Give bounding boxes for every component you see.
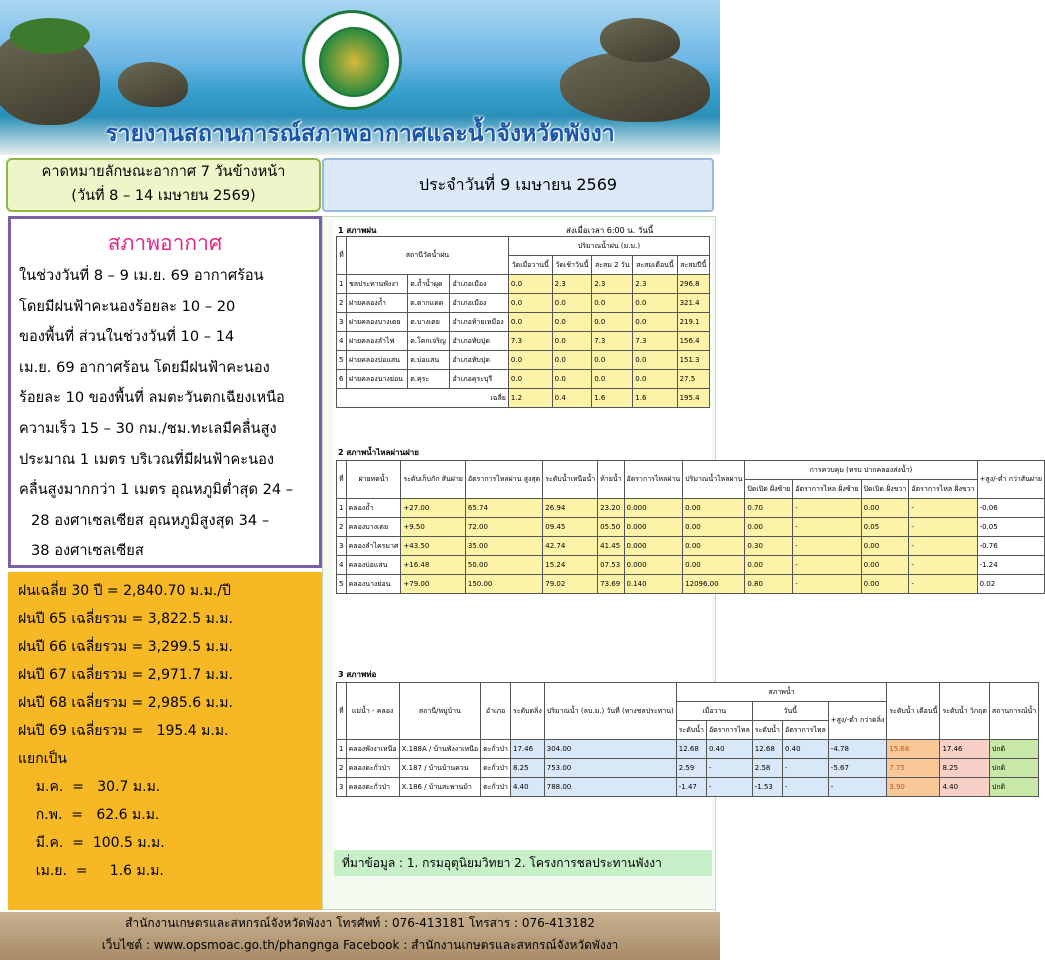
table-cell: คลองบ่อแสน bbox=[346, 556, 401, 575]
table-cell: 7.3 bbox=[508, 332, 552, 351]
table-cell: 0.00 bbox=[683, 537, 745, 556]
table-cell: 0.0 bbox=[592, 294, 633, 313]
table-row bbox=[337, 518, 1045, 537]
table-cell: 27.5 bbox=[677, 370, 709, 389]
table-cell: อำเภอคุระบุรี bbox=[450, 370, 508, 389]
table-cell: 0.00 bbox=[683, 556, 745, 575]
table-cell: 0.40 bbox=[783, 740, 829, 759]
table-cell: คลองตะกั่วป่า bbox=[346, 778, 399, 797]
table-cell: - bbox=[793, 575, 861, 594]
rainfall-table bbox=[336, 236, 710, 408]
table-cell: +16.48 bbox=[401, 556, 465, 575]
table-cell: ต.ถ้ำน้ำผุด bbox=[408, 275, 450, 294]
rock-island bbox=[118, 62, 188, 107]
table-cell: 0.00 bbox=[683, 499, 745, 518]
table-cell: ต.ตากแดด bbox=[408, 294, 450, 313]
table-header: เมื่อวาน bbox=[676, 702, 752, 721]
section-title: 2 สภาพน้ำไหลผ่านฝาย bbox=[338, 448, 419, 457]
table-cell: 0.0 bbox=[592, 313, 633, 332]
table-cell: 0.02 bbox=[977, 575, 1044, 594]
weather-line: ความเร็ว 15 – 30 กม./ชม.ทะเลมีคลื่นสูง bbox=[19, 419, 277, 437]
table-header: อัตราการไหลผ่าน bbox=[624, 461, 683, 499]
sent-time: ส่งเมื่อเวลา 6:00 น. วันนี้ bbox=[566, 226, 654, 235]
table-cell: ตะกั่วป่า bbox=[481, 740, 511, 759]
table-cell: 65.74 bbox=[465, 499, 542, 518]
table-cell: 0.0 bbox=[592, 351, 633, 370]
table-row bbox=[337, 537, 1045, 556]
table-header: ฝายทดน้ำ bbox=[346, 461, 401, 499]
table-header: ปริมาณน้ำไหลผ่าน bbox=[683, 461, 745, 499]
weather-line: ร้อยละ 10 ของพื้นที่ ลมตะวันตกเฉียงเหนือ bbox=[19, 389, 285, 407]
table-row bbox=[337, 332, 710, 351]
table-cell: 2.58 bbox=[752, 759, 782, 778]
table-row bbox=[337, 575, 1045, 594]
table-header: ที่ bbox=[337, 237, 347, 275]
table-cell: ต.บ่อแสน bbox=[408, 351, 450, 370]
table-cell: 0.000 bbox=[624, 499, 683, 518]
table-cell: 1.2 bbox=[508, 389, 552, 408]
table-cell: 4 bbox=[337, 332, 347, 351]
table-header: อัตราการไหลผ่าน สูงสุด bbox=[465, 461, 542, 499]
rain-line: ฝนปี 68 เฉลี่ยรวม = 2,985.6 ม.ม. bbox=[18, 695, 233, 711]
table-header: สะสม 2 วัน bbox=[592, 256, 633, 275]
table-header: สะสมปีนี้ bbox=[677, 256, 709, 275]
table-cell: อำเภอเมือง bbox=[450, 294, 508, 313]
table-row bbox=[337, 370, 710, 389]
footer bbox=[0, 912, 720, 960]
table-cell: 05.50 bbox=[598, 518, 624, 537]
table-cell: -1.53 bbox=[752, 778, 782, 797]
weather-line: ของพื้นที่ ส่วนในช่วงวันที่ 10 – 14 bbox=[19, 328, 235, 346]
table-cell: อำเภอท้ายเหมือง bbox=[450, 313, 508, 332]
table-cell: 0.00 bbox=[683, 518, 745, 537]
tree-canopy bbox=[10, 18, 90, 54]
table-cell: 296.8 bbox=[677, 275, 709, 294]
rainfall-summary bbox=[8, 572, 322, 910]
table-cell: -4.78 bbox=[828, 740, 887, 759]
table-header: สถานี/หมู่บ้าน bbox=[399, 683, 481, 740]
table-cell: ต.โคกเจริญ bbox=[408, 332, 450, 351]
table-cell: 0.0 bbox=[508, 294, 552, 313]
table-cell: ฝายคลองบ่อแสน bbox=[346, 351, 407, 370]
table-cell: 0.0 bbox=[633, 294, 677, 313]
table-cell: คลองนางย่อน bbox=[346, 575, 401, 594]
table-cell: -1.24 bbox=[977, 556, 1044, 575]
table-cell: 0.30 bbox=[745, 537, 793, 556]
table-cell: คลองบางเตย bbox=[346, 518, 401, 537]
table-cell: 12.68 bbox=[676, 740, 706, 759]
table-header: ระดับน้ำ bbox=[752, 721, 782, 740]
table-header: การควบคุม (ทรบ ปากคลองส่งน้ำ) bbox=[745, 461, 977, 480]
weather-box bbox=[8, 216, 322, 568]
table-cell: 0.0 bbox=[552, 370, 592, 389]
table-cell: 0.4 bbox=[552, 389, 592, 408]
table-cell: 3 bbox=[337, 778, 347, 797]
table-header: ระดับน้ำเหนือน้ำ bbox=[543, 461, 598, 499]
rain-line: ฝนปี 65 เฉลี่ยรวม = 3,822.5 ม.ม. bbox=[18, 611, 233, 627]
table-cell: 2 bbox=[337, 518, 347, 537]
table-cell: 0.0 bbox=[592, 370, 633, 389]
table-cell: 35.00 bbox=[465, 537, 542, 556]
ministry-seal bbox=[302, 10, 402, 110]
table-cell: 7.75 bbox=[887, 759, 940, 778]
table-cell: คลองตะกั่วป่า bbox=[346, 759, 399, 778]
table-header: สถานีวัดน้ำฝน bbox=[346, 237, 508, 275]
table-header: ที่ bbox=[337, 683, 347, 740]
table-cell: คลองถ้ำ bbox=[346, 499, 401, 518]
table-header: ที่ bbox=[337, 461, 347, 499]
table-cell: 788.00 bbox=[544, 778, 676, 797]
table-header: วัดเมื่อวานนี้ bbox=[508, 256, 552, 275]
table-cell: - bbox=[909, 556, 977, 575]
table-cell: 0.0 bbox=[552, 294, 592, 313]
rain-line: เม.ย. = 1.6 ม.ม. bbox=[18, 863, 164, 879]
table-cell: 2.3 bbox=[552, 275, 592, 294]
table-cell: 26.94 bbox=[543, 499, 598, 518]
table-cell: - bbox=[793, 499, 861, 518]
table-cell: +9.50 bbox=[401, 518, 465, 537]
water-report-document bbox=[334, 220, 1042, 850]
forecast-line-1: คาดหมายลักษณะอากาศ 7 วันข้างหน้า bbox=[41, 164, 286, 180]
table-cell: ฝายคลองถ้ำ bbox=[346, 294, 407, 313]
table-row bbox=[337, 740, 1039, 759]
table-cell: 7.3 bbox=[633, 332, 677, 351]
table-cell: 73.69 bbox=[598, 575, 624, 594]
table-cell: 0.140 bbox=[624, 575, 683, 594]
rain-line: ฝนปี 67 เฉลี่ยรวม = 2,971.7 ม.ม. bbox=[18, 667, 233, 683]
table-header: อัตราการไหล bbox=[783, 721, 829, 740]
rain-line: ฝนเฉลี่ย 30 ปี = 2,840.70 ม.ม./ปี bbox=[18, 583, 231, 599]
table-cell: 07.53 bbox=[598, 556, 624, 575]
table-cell: 0.0 bbox=[552, 332, 592, 351]
weir-flow-table bbox=[336, 460, 1045, 594]
table-cell: 15.68 bbox=[887, 740, 940, 759]
table-cell: 156.4 bbox=[677, 332, 709, 351]
table-cell: -0.76 bbox=[977, 537, 1044, 556]
table-header: แม่น้ำ - คลอง bbox=[346, 683, 399, 740]
table-cell: อำเภอทับปุด bbox=[450, 332, 508, 351]
table-cell: 753.00 bbox=[544, 759, 676, 778]
rock-island bbox=[560, 52, 710, 122]
table-cell: 0.000 bbox=[624, 556, 683, 575]
footer-contact: สำนักงานเกษตรและสหกรณ์จังหวัดพังงา โทรศัพท์ : 076-413181 โทรสาร : 076-413182 bbox=[125, 916, 595, 930]
table-header: สภาพน้ำ bbox=[676, 683, 887, 702]
table-cell: - bbox=[909, 537, 977, 556]
table-row bbox=[337, 275, 710, 294]
table-cell: 1 bbox=[337, 499, 347, 518]
table-cell: ฝายคลองนางย่อน bbox=[346, 370, 407, 389]
table-cell: 195.4 bbox=[677, 389, 709, 408]
table-header: อัตราการไหล bbox=[706, 721, 752, 740]
table-cell: 0.00 bbox=[745, 556, 793, 575]
table-cell: - bbox=[793, 518, 861, 537]
table-cell: ฝายคลองบางเตย bbox=[346, 313, 407, 332]
table-cell: - bbox=[793, 537, 861, 556]
water-level-table bbox=[336, 682, 1039, 797]
table-cell: 4.40 bbox=[510, 778, 544, 797]
table-cell: 12.68 bbox=[752, 740, 782, 759]
forecast-header bbox=[6, 158, 321, 212]
table-cell: 0.0 bbox=[508, 275, 552, 294]
table-cell: 0.0 bbox=[633, 351, 677, 370]
rain-line: มี.ค. = 100.5 ม.ม. bbox=[18, 835, 165, 851]
table-cell: 1 bbox=[337, 740, 347, 759]
table-row bbox=[337, 313, 710, 332]
table-cell: 0.00 bbox=[861, 499, 909, 518]
table-cell: 0.00 bbox=[861, 537, 909, 556]
table-cell: ต.บางเตย bbox=[408, 313, 450, 332]
table-header: ท้ายน้ำ bbox=[598, 461, 624, 499]
table-cell: 3.90 bbox=[887, 778, 940, 797]
rain-line: ก.พ. = 62.6 ม.ม. bbox=[18, 807, 160, 823]
table-cell: 5 bbox=[337, 575, 347, 594]
table-cell: 0.0 bbox=[633, 313, 677, 332]
table-header: ระดับตลิ่ง bbox=[510, 683, 544, 740]
table-cell: 0.40 bbox=[706, 740, 752, 759]
table-cell: 15.24 bbox=[543, 556, 598, 575]
table-cell: ฝายคลองลำไฟ bbox=[346, 332, 407, 351]
table-cell: คลองลำไครมาศ bbox=[346, 537, 401, 556]
table-cell: X.187 / บ้านบ้านควน bbox=[399, 759, 481, 778]
rain-line: ฝนปี 66 เฉลี่ยรวม = 3,299.5 ม.ม. bbox=[18, 639, 233, 655]
table-cell: 304.00 bbox=[544, 740, 676, 759]
table-cell: ปกติ bbox=[989, 740, 1038, 759]
table-header: ปริมาณน้ำ (ลบ.ม.) วันที่ (ทางชลประทาน) bbox=[544, 683, 676, 740]
table-cell: 0.0 bbox=[508, 370, 552, 389]
table-cell: 2 bbox=[337, 294, 347, 313]
weather-line: โดยมีฝนฟ้าคะนองร้อยละ 10 – 20 bbox=[19, 297, 236, 315]
table-cell: 6 bbox=[337, 370, 347, 389]
table-header: อัตราการไหล ฝั่งขวา bbox=[909, 480, 977, 499]
data-source: ที่มาข้อมูล : 1. กรมอุตุนิยมวิทยา 2. โครงการชลประทานพังงา bbox=[334, 850, 712, 876]
table-cell: 321.4 bbox=[677, 294, 709, 313]
table-header: ปิดเปิด ฝั่งขวา bbox=[861, 480, 909, 499]
table-cell: -0.05 bbox=[977, 518, 1044, 537]
table-header: อัตราการไหล ฝั่งซ้าย bbox=[793, 480, 861, 499]
table-cell: 2.3 bbox=[633, 275, 677, 294]
table-cell: เฉลี่ย bbox=[337, 389, 509, 408]
table-row bbox=[337, 351, 710, 370]
table-cell: 0.00 bbox=[861, 556, 909, 575]
table-cell: 151.3 bbox=[677, 351, 709, 370]
table-cell: ตะกั่วป่า bbox=[481, 778, 511, 797]
table-cell: 50.00 bbox=[465, 556, 542, 575]
table-cell: X.188A / บ้านพังงาเหนือ bbox=[399, 740, 481, 759]
rain-line: ม.ค. = 30.7 ม.ม. bbox=[18, 779, 161, 795]
table-cell: +43.50 bbox=[401, 537, 465, 556]
table-header: ระดับน้ำ bbox=[676, 721, 706, 740]
table-cell: 0.0 bbox=[552, 313, 592, 332]
table-cell: 1.6 bbox=[592, 389, 633, 408]
table-cell: 8.25 bbox=[510, 759, 544, 778]
table-header: วันนี้ bbox=[752, 702, 828, 721]
table-header: สะสมเดือนนี้ bbox=[633, 256, 677, 275]
table-cell: -1.47 bbox=[676, 778, 706, 797]
rock-island bbox=[600, 18, 680, 62]
table-cell: 0.00 bbox=[861, 575, 909, 594]
table-row bbox=[337, 556, 1045, 575]
table-cell: 0.00 bbox=[745, 518, 793, 537]
table-cell: 12096.00 bbox=[683, 575, 745, 594]
table-row bbox=[337, 499, 1045, 518]
table-cell: -5.67 bbox=[828, 759, 887, 778]
table-cell: 2.3 bbox=[592, 275, 633, 294]
table-cell: 0.000 bbox=[624, 537, 683, 556]
table-cell: +79.00 bbox=[401, 575, 465, 594]
section-title: 1 สภาพฝน bbox=[338, 226, 377, 235]
table-cell: 3 bbox=[337, 313, 347, 332]
table-cell: 0.80 bbox=[745, 575, 793, 594]
rain-line: แยกเป็น bbox=[18, 751, 67, 767]
table-cell: - bbox=[909, 575, 977, 594]
weather-line: ในช่วงวันที่ 8 – 9 เม.ย. 69 อากาศร้อน bbox=[19, 267, 264, 284]
table-header: ปริมาณน้ำฝน (ม.ม.) bbox=[508, 237, 709, 256]
table-cell: อำเภอเมือง bbox=[450, 275, 508, 294]
table-cell: 0.0 bbox=[508, 313, 552, 332]
page-title: รายงานสถานการณ์สภาพอากาศและน้ำจังหวัดพังงา bbox=[105, 120, 615, 147]
table-cell: 1.6 bbox=[633, 389, 677, 408]
table-cell: 0.0 bbox=[633, 370, 677, 389]
table-cell: - bbox=[909, 518, 977, 537]
table-cell: ตะกั่วป่า bbox=[481, 759, 511, 778]
table-header: +สูง/-ต่ำ กว่าสันฝาย bbox=[977, 461, 1044, 499]
weather-line: เม.ย. 69 อากาศร้อน โดยมีฝนฟ้าคะนอง bbox=[19, 358, 270, 376]
weather-title: สภาพอากาศ bbox=[107, 231, 223, 255]
table-cell: 3 bbox=[337, 537, 347, 556]
weather-text bbox=[19, 261, 315, 567]
table-cell: - bbox=[828, 778, 887, 797]
table-cell: 17.46 bbox=[510, 740, 544, 759]
table-header: ปิดเปิด ฝั่งซ้าย bbox=[745, 480, 793, 499]
rain-line: ฝนปี 69 เฉลี่ยรวม = 195.4 ม.ม. bbox=[18, 723, 229, 739]
table-cell: - bbox=[783, 778, 829, 797]
table-cell: 0.70 bbox=[745, 499, 793, 518]
table-cell: -0.06 bbox=[977, 499, 1044, 518]
table-cell: ปกติ bbox=[989, 759, 1038, 778]
table-cell: 72.00 bbox=[465, 518, 542, 537]
table-header: ระดับน้ำ วิกฤต bbox=[940, 683, 989, 740]
table-cell: - bbox=[793, 556, 861, 575]
table-cell: 09.45 bbox=[543, 518, 598, 537]
table-cell: 0.0 bbox=[508, 351, 552, 370]
table-cell: 17.46 bbox=[940, 740, 989, 759]
table-cell: 23.20 bbox=[598, 499, 624, 518]
report-date: ประจำวันที่ 9 เมษายน 2569 bbox=[322, 158, 714, 212]
header-banner bbox=[0, 0, 720, 155]
weather-line: คลื่นสูงมากกว่า 1 เมตร อุณหภูมิต่ำสุด 24 – bbox=[19, 481, 294, 499]
weather-line: 28 องศาเซลเซียส อุณหภูมิสูงสุด 34 – bbox=[31, 511, 270, 529]
table-cell: 8.25 bbox=[940, 759, 989, 778]
weather-line: 38 องศาเซลเซียส bbox=[31, 542, 144, 560]
table-cell: 79.02 bbox=[543, 575, 598, 594]
table-cell: 42.74 bbox=[543, 537, 598, 556]
table-cell: - bbox=[783, 759, 829, 778]
table-cell: 7.3 bbox=[592, 332, 633, 351]
table-cell: 0.05 bbox=[861, 518, 909, 537]
table-cell: 2.59 bbox=[676, 759, 706, 778]
table-header: สถานการณ์น้ำ bbox=[989, 683, 1038, 740]
seal-emblem bbox=[319, 27, 389, 97]
table-cell: 4 bbox=[337, 556, 347, 575]
table-row bbox=[337, 294, 710, 313]
table-header: +สูง/-ต่ำ กว่าตลิ่ง bbox=[828, 702, 887, 740]
table-cell: 0.000 bbox=[624, 518, 683, 537]
table-header: ระดับเก็บกัก สันฝาย bbox=[401, 461, 465, 499]
forecast-line-2: (วันที่ 8 – 14 เมษายน 2569) bbox=[71, 188, 256, 204]
table-cell: ชลประทานพังงา bbox=[346, 275, 407, 294]
table-cell: ปกติ bbox=[989, 778, 1038, 797]
table-row bbox=[337, 778, 1039, 797]
table-cell: 4.40 bbox=[940, 778, 989, 797]
table-cell: 0.0 bbox=[552, 351, 592, 370]
table-cell: - bbox=[706, 778, 752, 797]
table-header: วัดเช้าวันนี้ bbox=[552, 256, 592, 275]
section-title: 3 สภาพท่อ bbox=[338, 670, 377, 679]
table-cell: 41.45 bbox=[598, 537, 624, 556]
table-cell: X.186 / บ้านสะพานม้า bbox=[399, 778, 481, 797]
table-cell: 5 bbox=[337, 351, 347, 370]
table-row bbox=[337, 759, 1039, 778]
table-cell: 219.1 bbox=[677, 313, 709, 332]
table-cell: อำเภอทับปุด bbox=[450, 351, 508, 370]
table-cell: +27.00 bbox=[401, 499, 465, 518]
table-cell: 2 bbox=[337, 759, 347, 778]
table-cell: ต.คุระ bbox=[408, 370, 450, 389]
table-cell: - bbox=[706, 759, 752, 778]
table-cell: - bbox=[909, 499, 977, 518]
table-cell: 150.00 bbox=[465, 575, 542, 594]
table-cell: คลองพังงาเหนือ bbox=[346, 740, 399, 759]
footer-website: เว็บไซต์ : www.opsmoac.go.th/phangnga Facebook : สำนักงานเกษตรและสหกรณ์จังหวัดพังงา bbox=[101, 938, 619, 952]
table-header: ระดับน้ำ เดือนนี้ bbox=[887, 683, 940, 740]
table-cell: 1 bbox=[337, 275, 347, 294]
table-header: อำเภอ bbox=[481, 683, 511, 740]
weather-line: ประมาณ 1 เมตร บริเวณที่มีฝนฟ้าคะนอง bbox=[19, 450, 275, 468]
